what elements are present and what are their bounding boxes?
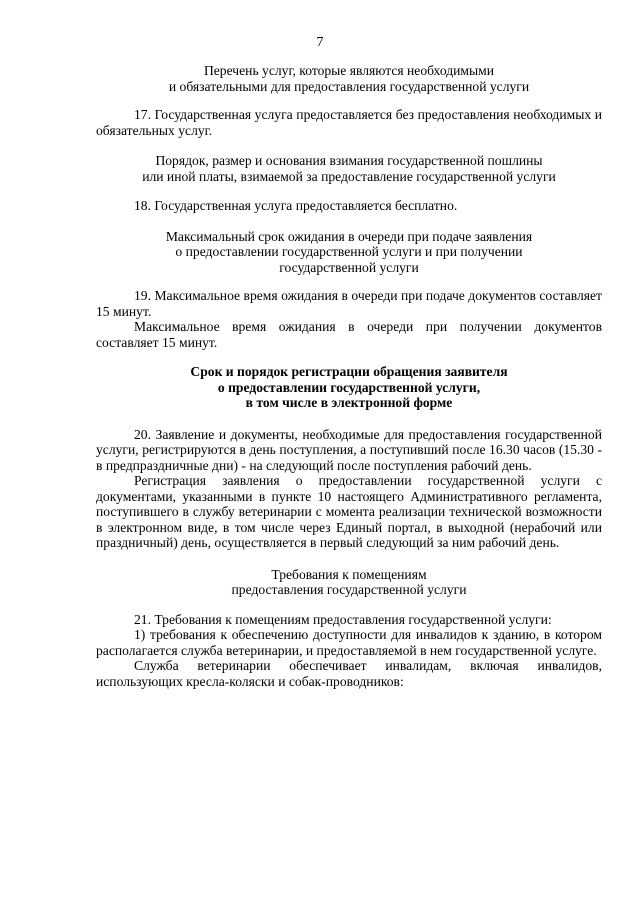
paragraph-17: 17. Государственная услуга предоставляется без предоставления необходимых и обязательных услуг. bbox=[96, 107, 602, 138]
heading-line: или иной платы, взимаемой за предоставление государственной услуги bbox=[142, 168, 556, 184]
heading-line: предоставления государственной услуги bbox=[231, 582, 467, 597]
heading-line: Максимальный срок ожидания в очереди при подаче заявления bbox=[165, 228, 533, 244]
heading-line: о предоставлении государственной услуги, bbox=[217, 379, 481, 395]
section-heading-required-services bbox=[96, 63, 602, 94]
paragraph-19b: Максимальное время ожидания в очереди при получении документов составляет 15 минут. bbox=[96, 319, 602, 350]
heading-line: о предоставлении государственной услуги и при получении bbox=[175, 244, 523, 259]
page-number: 7 bbox=[316, 35, 324, 50]
paragraph-18: 18. Государственная услуга предоставляется бесплатно. bbox=[134, 198, 458, 213]
paragraph-21-item-1: 1) требования к обеспечению доступности для инвалидов к зданию, в котором располагается служба ветеринарии, и предоставляемой в нем государственной услуге. bbox=[96, 627, 602, 658]
heading-line: государственной услуги bbox=[279, 259, 419, 275]
section-heading-premises bbox=[96, 567, 602, 598]
section-heading-fee bbox=[96, 153, 602, 184]
paragraph-21-item-2: Служба ветеринарии обеспечивает инвалидам, включая инвалидов, использующих кресла-коляски и собак-проводников: bbox=[96, 658, 602, 689]
section-heading-registration bbox=[96, 364, 602, 411]
heading-line: Перечень услуг, которые являются необходимыми bbox=[203, 63, 495, 78]
heading-line: Требования к помещениям bbox=[271, 566, 427, 582]
page-content bbox=[96, 63, 602, 689]
paragraph-20a: 20. Заявление и документы, необходимые для предоставления государственной услуги, регистрируются в день поступления, а поступивший после 16.30 часов (15.30 - в предпраздничные дни) - на следующий после поступления рабочий день. bbox=[96, 426, 602, 473]
paragraph-20b: Регистрация заявления о предоставлении государственной услуги с документами, указанными в пункте 10 настоящего Административного регламента, поступившего в службу ветеринарии с момента реализации технической возможности в электронном виде, в том числе через Единый портал, в выходной (нерабочий или праздничный) день, осуществляется в первый следующий за ним рабочий день. bbox=[96, 473, 602, 550]
paragraph-19a: 19. Максимальное время ожидания в очереди при подаче документов составляет 15 минут. bbox=[96, 288, 602, 319]
section-heading-queue-time bbox=[96, 229, 602, 276]
heading-line: в том числе в электронной форме bbox=[245, 395, 453, 410]
heading-line: Порядок, размер и основания взимания государственной пошлины bbox=[155, 153, 543, 168]
paragraph-21: 21. Требования к помещениям предоставления государственной услуги: bbox=[134, 611, 552, 627]
heading-line: и обязательными для предоставления государственной услуги bbox=[168, 78, 530, 94]
heading-line: Срок и порядок регистрации обращения заявителя bbox=[190, 364, 508, 379]
